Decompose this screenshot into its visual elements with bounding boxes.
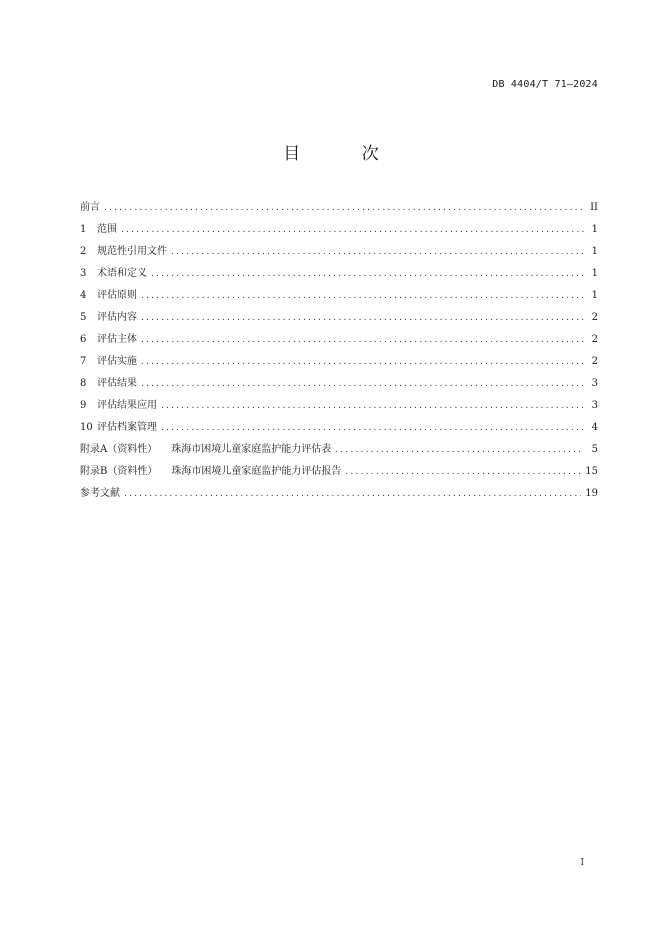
- toc-entry[interactable]: [80, 376, 598, 398]
- toc-entry-label: [80, 288, 137, 304]
- toc-entry[interactable]: [80, 486, 598, 508]
- toc-entry-number: 4: [80, 290, 87, 301]
- toc-title: 目 次: [283, 144, 407, 164]
- toc-entry-text: 评估档案管理: [97, 422, 157, 433]
- toc-entry-number: 1: [80, 224, 87, 235]
- toc-entry-number: 3: [80, 268, 87, 279]
- toc-entry[interactable]: [80, 222, 598, 244]
- toc-dot-leader: [141, 332, 584, 348]
- toc-entry-number: 2: [80, 246, 87, 257]
- toc-entry-page: 19: [585, 488, 598, 499]
- toc-entry-label: [80, 486, 120, 502]
- toc-entry-label: [80, 398, 157, 414]
- toc-entry-label: [80, 310, 137, 326]
- toc-entry-label: [80, 442, 331, 458]
- toc-entry[interactable]: [80, 398, 598, 420]
- toc-entry-text: 参考文献: [80, 488, 120, 499]
- toc-dot-leader: [141, 310, 584, 326]
- toc-entry-label: [80, 420, 157, 436]
- toc-entry-label: [80, 266, 147, 282]
- toc-entry-page: 2: [591, 356, 598, 367]
- toc-entry-text: 附录B（资料性）: [80, 466, 158, 477]
- toc-entry-number: 5: [80, 312, 87, 323]
- document-code: DB 4404/T 71—2024: [492, 79, 598, 90]
- toc-dot-leader: [161, 420, 584, 436]
- toc-entry-text: 附录A（资料性）: [80, 444, 158, 455]
- toc-entry-page: 5: [591, 444, 598, 455]
- toc-entry[interactable]: [80, 354, 598, 376]
- toc-entry-text: 评估实施: [97, 356, 137, 367]
- toc-entry[interactable]: [80, 464, 598, 486]
- toc-entry-number: 7: [80, 356, 87, 367]
- toc-entry-subtitle: 珠海市困境儿童家庭监护能力评估报告: [171, 466, 342, 477]
- toc-dot-leader: [161, 398, 584, 414]
- toc-entry-label: [80, 464, 341, 480]
- toc-dot-leader: [151, 266, 584, 282]
- toc-entry[interactable]: [80, 266, 598, 288]
- toc-dot-leader: [345, 464, 581, 480]
- toc-entry[interactable]: [80, 200, 598, 222]
- toc-entry[interactable]: [80, 244, 598, 266]
- toc-entry-text: 规范性引用文件: [97, 246, 167, 257]
- toc-entry[interactable]: [80, 442, 598, 464]
- toc-entry-number: 10: [80, 422, 93, 433]
- toc-entry-subtitle: 珠海市困境儿童家庭监护能力评估表: [171, 444, 332, 455]
- toc-dot-leader: [141, 376, 584, 392]
- toc-entry-text: 评估结果应用: [97, 400, 157, 411]
- toc-entry-label: [80, 376, 137, 392]
- toc-entry-page: 1: [591, 268, 598, 279]
- toc-dot-leader: [335, 442, 584, 458]
- toc-entry[interactable]: [80, 288, 598, 310]
- toc-entry-text: 评估结果: [97, 378, 137, 389]
- toc-dot-leader: [171, 244, 584, 260]
- toc-entry-number: 8: [80, 378, 87, 389]
- toc-entry-label: [80, 200, 100, 216]
- toc-entry-label: [80, 332, 137, 348]
- toc-entry-page: II: [590, 202, 598, 213]
- page-number: I: [580, 858, 584, 868]
- table-of-contents: [80, 200, 598, 508]
- toc-entry-page: 1: [591, 246, 598, 257]
- toc-dot-leader: [141, 288, 584, 304]
- toc-entry-text: 评估主体: [97, 334, 137, 345]
- toc-entry-label: [80, 244, 167, 260]
- toc-entry-number: 9: [80, 400, 87, 411]
- toc-entry-number: 6: [80, 334, 87, 345]
- toc-dot-leader: [124, 486, 581, 502]
- toc-entry-page: 4: [591, 422, 598, 433]
- toc-entry[interactable]: [80, 420, 598, 442]
- toc-dot-leader: [121, 222, 584, 238]
- toc-entry[interactable]: [80, 310, 598, 332]
- toc-entry-page: 3: [591, 378, 598, 389]
- toc-entry-label: [80, 354, 137, 370]
- toc-dot-leader: [104, 200, 584, 216]
- toc-entry[interactable]: [80, 332, 598, 354]
- toc-entry-text: 范围: [97, 224, 117, 235]
- toc-entry-text: 前言: [80, 202, 100, 213]
- toc-entry-page: 2: [591, 334, 598, 345]
- toc-entry-page: 1: [591, 224, 598, 235]
- toc-dot-leader: [141, 354, 584, 370]
- toc-entry-text: 评估内容: [97, 312, 137, 323]
- toc-entry-page: 1: [591, 290, 598, 301]
- toc-entry-page: 3: [591, 400, 598, 411]
- toc-entry-label: [80, 222, 117, 238]
- toc-entry-page: 2: [591, 312, 598, 323]
- toc-entry-page: 15: [585, 466, 598, 477]
- toc-entry-text: 评估原则: [97, 290, 137, 301]
- toc-entry-text: 术语和定义: [97, 268, 147, 279]
